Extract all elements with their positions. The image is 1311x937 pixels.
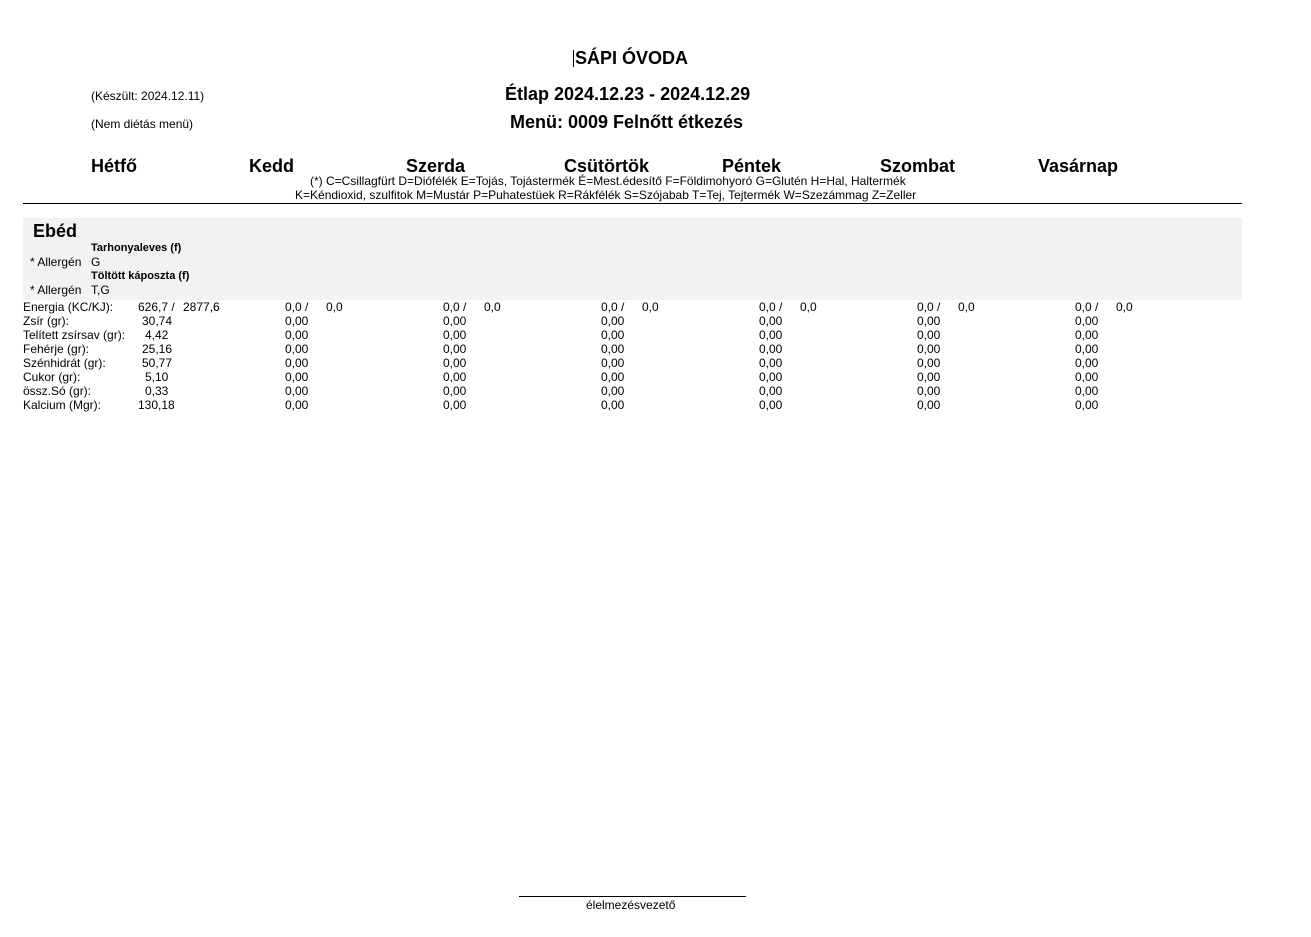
tuesday-value: 0,00 <box>285 314 309 328</box>
monday-value: 130,18 <box>138 398 175 412</box>
thursday-value: 0,00 <box>601 370 625 384</box>
saturday-value: 0,00 <box>917 328 941 342</box>
tuesday-value: 0,00 <box>285 384 309 398</box>
friday-value: 0,00 <box>759 328 783 342</box>
monday-energy-kc: 626,7 / <box>138 300 175 314</box>
tuesday-value: 0,00 <box>285 356 309 370</box>
menu-type: (Nem diétás menü) <box>91 117 194 131</box>
friday-energy-kj: 0,0 <box>800 300 817 314</box>
wednesday-value: 0,00 <box>443 370 467 384</box>
day-header-wednesday: Szerda <box>406 156 466 176</box>
friday-value: 0,00 <box>759 384 783 398</box>
wednesday-energy-kj: 0,0 <box>484 300 501 314</box>
nutrition-label-protein: Fehérje (gr): <box>23 342 90 356</box>
signature-label: élelmezésvezető <box>586 898 676 912</box>
sunday-energy-kj: 0,0 <box>1116 300 1133 314</box>
allergen-label: * Allergén <box>30 255 82 269</box>
signature-line <box>519 896 746 897</box>
sunday-value: 0,00 <box>1075 398 1099 412</box>
friday-value: 0,00 <box>759 342 783 356</box>
thursday-value: 0,00 <box>601 384 625 398</box>
sunday-value: 0,00 <box>1075 342 1099 356</box>
nutrition-label-energy: Energia (KC/KJ): <box>23 300 114 314</box>
saturday-value: 0,00 <box>917 370 941 384</box>
monday-value: 30,74 <box>142 314 173 328</box>
saturday-energy-kj: 0,0 <box>958 300 975 314</box>
sunday-value: 0,00 <box>1075 384 1099 398</box>
nutrition-label-calcium: Kalcium (Mgr): <box>23 398 102 412</box>
sunday-value: 0,00 <box>1075 328 1099 342</box>
nutrition-label-carbohydrate: Szénhidrát (gr): <box>23 356 106 370</box>
monday-value: 5,10 <box>145 370 169 384</box>
wednesday-value: 0,00 <box>443 314 467 328</box>
thursday-value: 0,00 <box>601 356 625 370</box>
tuesday-energy-kj: 0,0 <box>326 300 343 314</box>
nutrition-label-salt: össz.Só (gr): <box>23 384 92 398</box>
nutrition-label-saturated-fat: Telített zsírsav (gr): <box>23 328 126 342</box>
nutrition-label-fat: Zsír (gr): <box>23 314 69 328</box>
thursday-energy-kc: 0,0 / <box>601 300 625 314</box>
wednesday-value: 0,00 <box>443 384 467 398</box>
sunday-value: 0,00 <box>1075 356 1099 370</box>
thursday-energy-kj: 0,0 <box>642 300 659 314</box>
friday-energy-kc: 0,0 / <box>759 300 783 314</box>
day-header-monday: Hétfő <box>91 156 137 176</box>
tuesday-energy-kc: 0,0 / <box>285 300 309 314</box>
created-date: (Készült: 2024.12.11) <box>91 89 205 103</box>
allergen-legend-line2: K=Kéndioxid, szulfitok M=Mustár P=Puhatestüek R=Rákfélék S=Szójabab T=Tej, Tejtermék W=Szezámmag Z=Zeller <box>295 188 917 202</box>
sunday-value: 0,00 <box>1075 314 1099 328</box>
friday-value: 0,00 <box>759 370 783 384</box>
sunday-energy-kc: 0,0 / <box>1075 300 1099 314</box>
menu-name: Menü: 0009 Felnőtt étkezés <box>510 112 744 132</box>
dish-allergens: G <box>91 255 101 269</box>
tuesday-value: 0,00 <box>285 370 309 384</box>
monday-value: 0,33 <box>145 384 169 398</box>
day-header-friday: Péntek <box>722 156 782 176</box>
dish-name: Töltött káposzta (f) <box>91 270 190 282</box>
day-header-sunday: Vasárnap <box>1038 156 1119 176</box>
tuesday-value: 0,00 <box>285 328 309 342</box>
sunday-value: 0,00 <box>1075 370 1099 384</box>
tuesday-value: 0,00 <box>285 398 309 412</box>
wednesday-value: 0,00 <box>443 356 467 370</box>
monday-value: 25,16 <box>142 342 173 356</box>
meal-band <box>23 218 1242 300</box>
saturday-value: 0,00 <box>917 342 941 356</box>
wednesday-energy-kc: 0,0 / <box>443 300 467 314</box>
saturday-value: 0,00 <box>917 314 941 328</box>
monday-value: 50,77 <box>142 356 173 370</box>
day-header-tuesday: Kedd <box>249 156 294 176</box>
thursday-value: 0,00 <box>601 314 625 328</box>
monday-value: 4,42 <box>145 328 169 342</box>
friday-value: 0,00 <box>759 314 783 328</box>
dish-name: Tarhonyaleves (f) <box>91 242 182 254</box>
tuesday-value: 0,00 <box>285 342 309 356</box>
meal-title: Ebéd <box>33 221 78 241</box>
thursday-value: 0,00 <box>601 328 625 342</box>
header-divider <box>23 203 1242 204</box>
text-cursor <box>573 50 574 67</box>
day-header-saturday: Szombat <box>880 156 956 176</box>
friday-value: 0,00 <box>759 398 783 412</box>
saturday-value: 0,00 <box>917 398 941 412</box>
wednesday-value: 0,00 <box>443 398 467 412</box>
wednesday-value: 0,00 <box>443 342 467 356</box>
saturday-value: 0,00 <box>917 356 941 370</box>
dish-allergens: T,G <box>91 283 110 297</box>
institution-title: SÁPI ÓVODA <box>575 48 689 68</box>
monday-energy-kj: 2877,6 <box>183 300 220 314</box>
allergen-label: * Allergén <box>30 283 82 297</box>
day-header-thursday: Csütörtök <box>564 156 649 176</box>
wednesday-value: 0,00 <box>443 328 467 342</box>
allergen-legend-line1: (*) C=Csillagfürt D=Diófélék E=Tojás, Tojástermék É=Mest.édesítő F=Földimohyoró G=Glutén H=Hal, Haltermék <box>310 174 906 188</box>
saturday-value: 0,00 <box>917 384 941 398</box>
thursday-value: 0,00 <box>601 398 625 412</box>
thursday-value: 0,00 <box>601 342 625 356</box>
menu-period: Étlap 2024.12.23 - 2024.12.29 <box>505 84 751 104</box>
saturday-energy-kc: 0,0 / <box>917 300 941 314</box>
nutrition-label-sugar: Cukor (gr): <box>23 370 81 384</box>
friday-value: 0,00 <box>759 356 783 370</box>
